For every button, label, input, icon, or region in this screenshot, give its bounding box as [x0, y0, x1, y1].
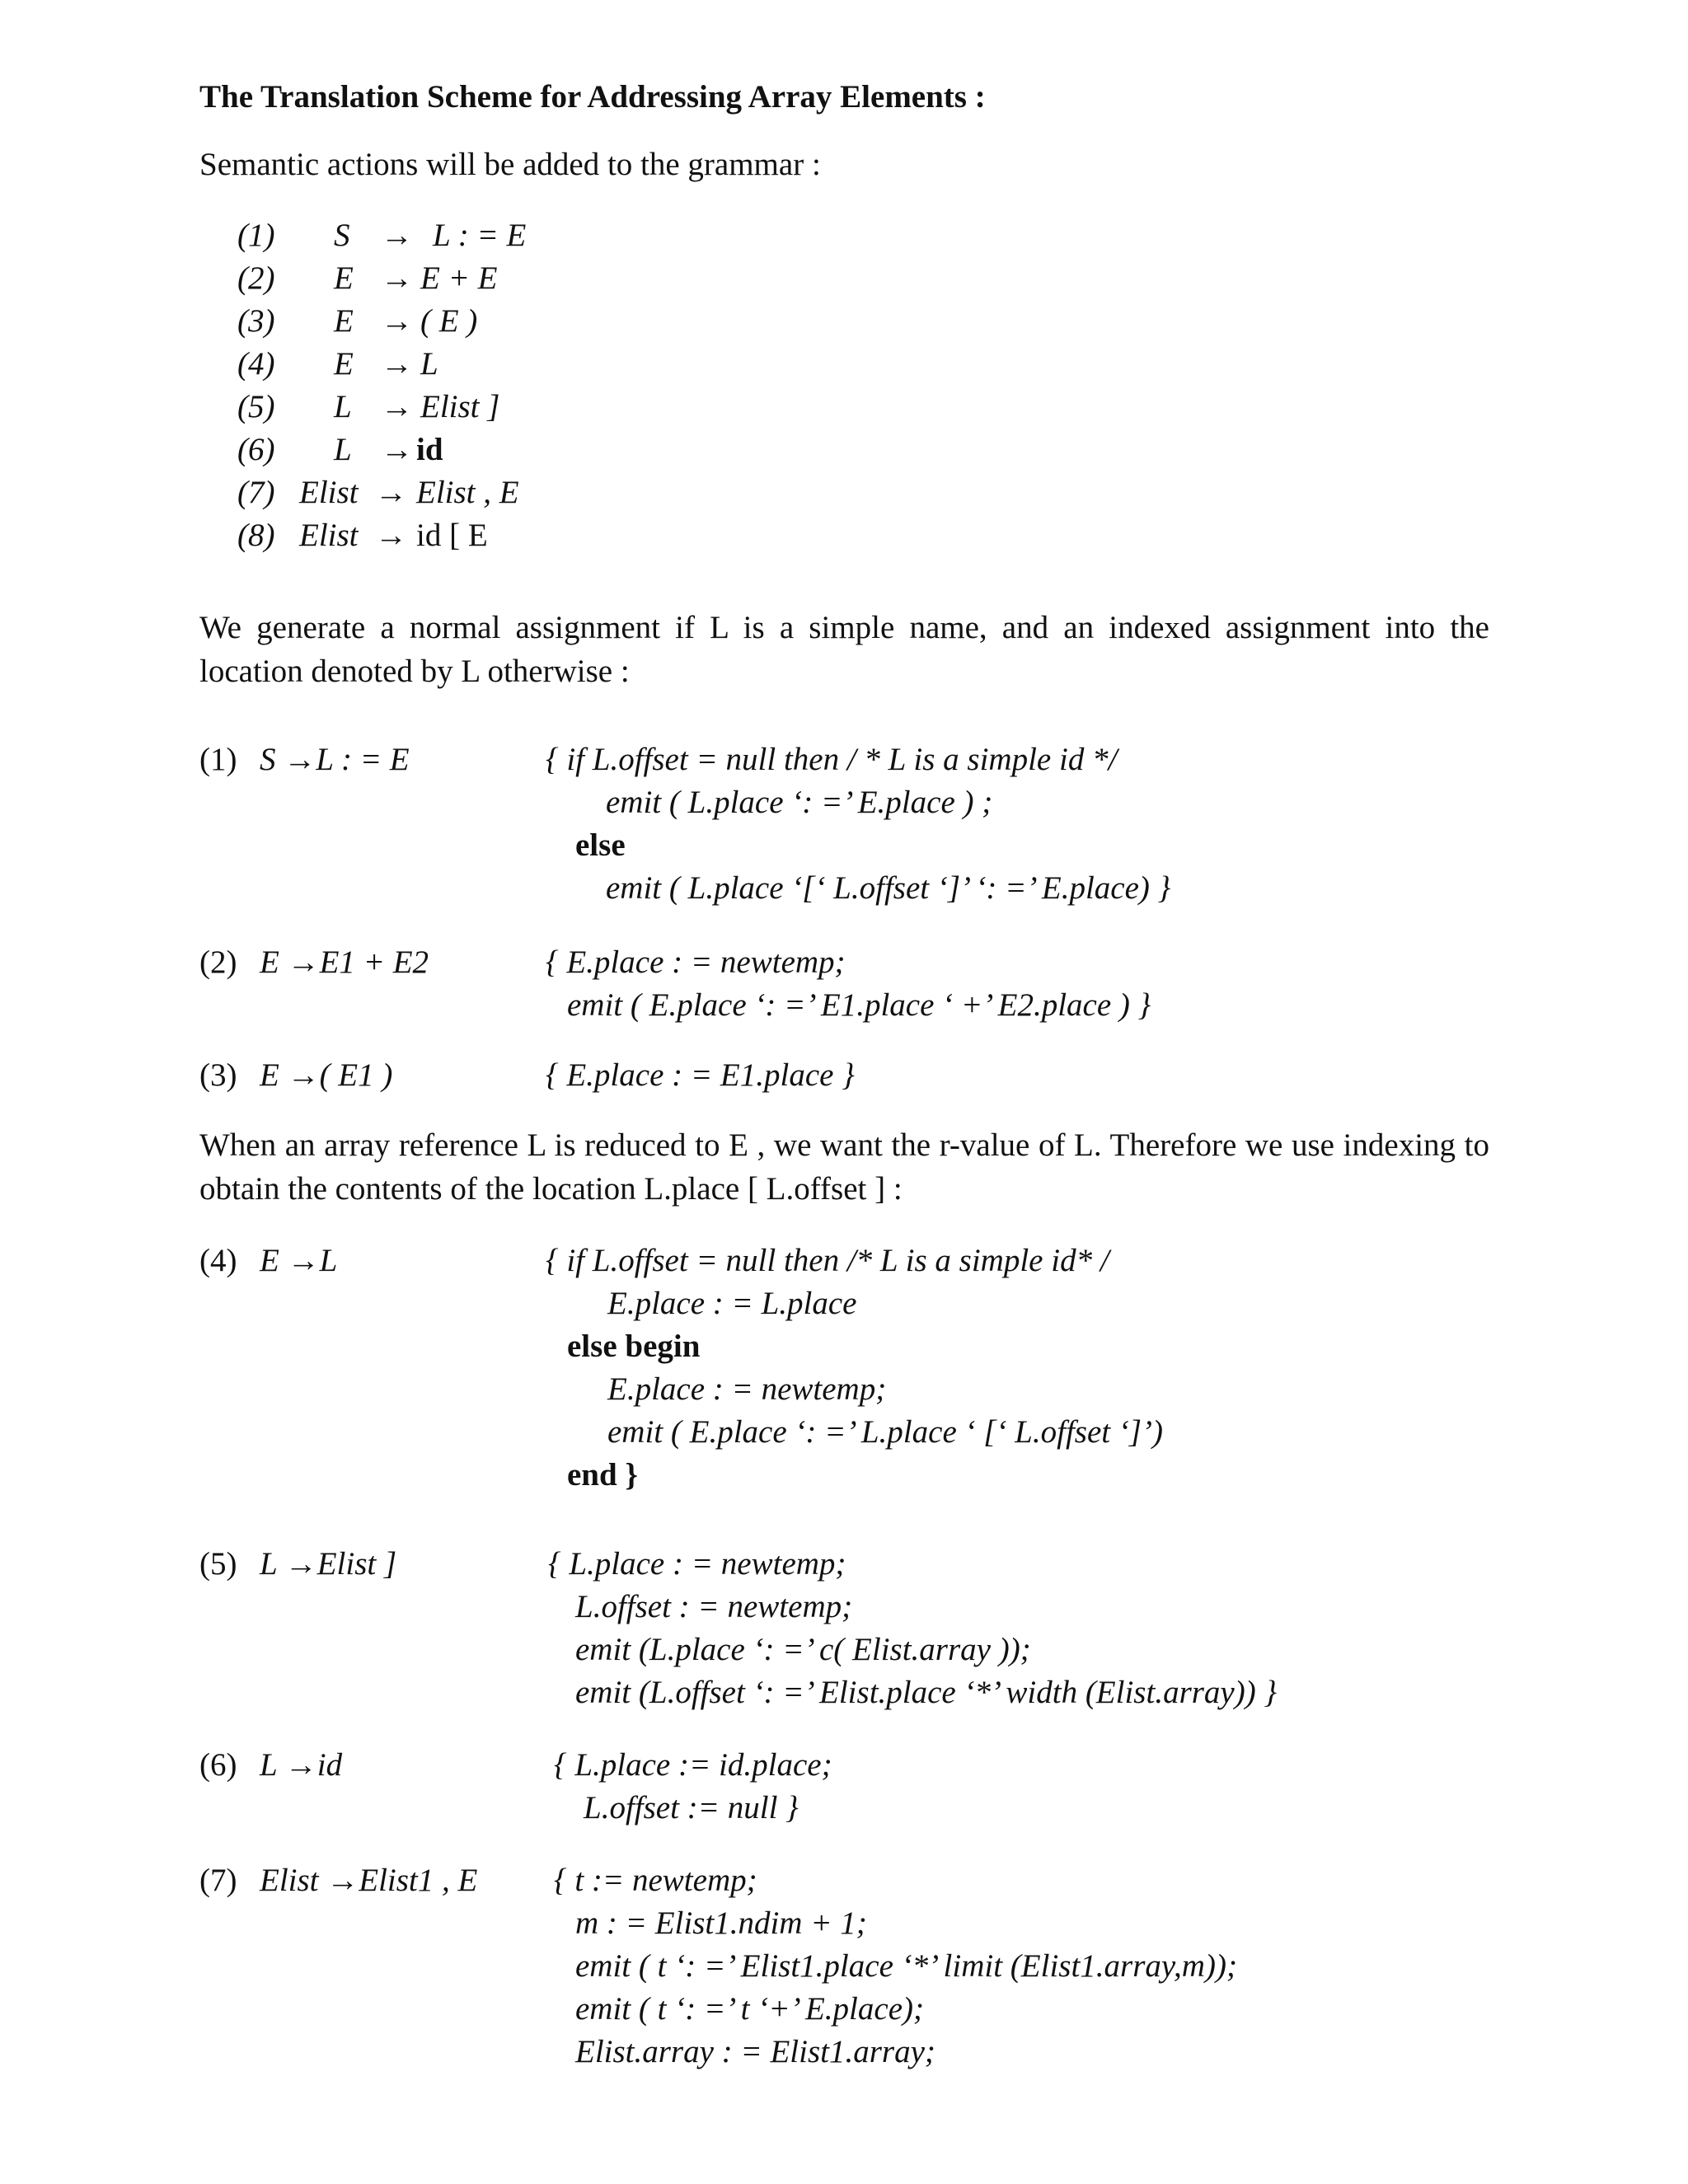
rule-5-action-line: emit (L.offset ‘: =’ Elist.place ‘*’ width (Elist.array)) }: [575, 1675, 1278, 1710]
grammar-num: (1): [237, 218, 275, 253]
rule-2-action-line: { E.place : = newtemp;: [546, 944, 846, 980]
rule-4-action-line: E.place : = L.place: [607, 1286, 857, 1321]
rule-6-action-line: L.offset := null }: [584, 1790, 799, 1825]
grammar-lhs: E: [334, 303, 354, 339]
rule-6-action-line: { L.place := id.place;: [554, 1747, 832, 1783]
arrow-icon: →: [381, 432, 413, 467]
rule-1-production: S →L : = E: [260, 742, 410, 777]
arrow-icon: →: [375, 518, 407, 553]
rule-2-production: E →E1 + E2: [260, 944, 429, 980]
grammar-rhs: ( E ): [420, 303, 478, 339]
grammar-num: (3): [237, 303, 275, 339]
grammar-rhs: E + E: [420, 260, 498, 296]
rule-5-num: (5): [199, 1546, 237, 1582]
rule-1-action-line: emit ( L.place ‘[‘ L.offset ‘]’ ‘: =’ E.place) }: [606, 870, 1171, 906]
rule-1-action-line: { if L.offset = null then / * L is a simple id */: [546, 742, 1118, 777]
grammar-num: (7): [237, 475, 275, 510]
grammar-lhs: E: [334, 260, 354, 296]
grammar-rhs: L : = E: [433, 218, 527, 253]
grammar-lhs: Elist: [299, 518, 359, 553]
intro-text: Semantic actions will be added to the grammar :: [199, 147, 821, 182]
arrow-icon: →: [381, 346, 413, 382]
grammar-rhs: id [ E: [416, 518, 488, 553]
grammar-num: (5): [237, 389, 275, 424]
rule-1-action-line: else: [575, 827, 626, 863]
paragraph-2: When an array reference L is reduced to E , we want the r-value of L. Therefore we use indexing to obtain the contents of the location L.place [ L.offset ] :: [199, 1127, 1489, 1207]
grammar-lhs: L: [334, 432, 352, 467]
rule-4-num: (4): [199, 1243, 237, 1278]
rule-5-production: L →Elist ]: [260, 1546, 397, 1582]
rule-7-action-line: Elist.array : = Elist1.array;: [575, 2034, 935, 2069]
rule-7-production: Elist →Elist1 , E: [260, 1863, 478, 1898]
rule-5-action-line: { L.place : = newtemp;: [548, 1546, 846, 1582]
rule-3-num: (3): [199, 1057, 237, 1093]
grammar-lhs: L: [334, 389, 352, 424]
arrow-icon: →: [375, 475, 407, 510]
rule-3-action-line: { E.place : = E1.place }: [546, 1057, 855, 1093]
rule-4-action-line: else begin: [567, 1329, 701, 1364]
rule-1-num: (1): [199, 742, 237, 777]
rule-3-production: E →( E1 ): [260, 1057, 393, 1093]
rule-2-action-line: emit ( E.place ‘: =’ E1.place ‘ +’ E2.place ) }: [567, 987, 1151, 1023]
grammar-num: (6): [237, 432, 275, 467]
page-title: The Translation Scheme for Addressing Array Elements :: [199, 79, 986, 115]
rule-7-num: (7): [199, 1863, 237, 1898]
rule-5-action-line: emit (L.place ‘: =’ c( Elist.array ));: [575, 1632, 1031, 1667]
arrow-icon: →: [381, 303, 413, 339]
rule-6-num: (6): [199, 1747, 237, 1783]
rule-4-action-line: end }: [567, 1457, 638, 1493]
rule-4-action-line: E.place : = newtemp;: [607, 1371, 887, 1407]
grammar-num: (4): [237, 346, 275, 382]
grammar-rhs: id: [416, 432, 443, 467]
grammar-lhs: Elist: [299, 475, 359, 510]
arrow-icon: →: [381, 218, 413, 253]
grammar-num: (2): [237, 260, 275, 296]
rule-5-action-line: L.offset : = newtemp;: [575, 1589, 853, 1624]
grammar-num: (8): [237, 518, 275, 553]
rule-7-action-line: m : = Elist1.ndim + 1;: [575, 1905, 867, 1941]
rule-4-action-line: emit ( E.place ‘: =’ L.place ‘ [‘ L.offset ‘]’): [607, 1414, 1163, 1450]
grammar-lhs: S: [334, 218, 350, 253]
grammar-rhs: Elist , E: [416, 475, 519, 510]
grammar-rhs: Elist ]: [420, 389, 500, 424]
rule-1-action-line: emit ( L.place ‘: =’ E.place ) ;: [606, 785, 993, 820]
grammar-rhs: L: [420, 346, 438, 382]
paragraph-1: We generate a normal assignment if L is a simple name, and an indexed assignment into the location denoted by L otherwise :: [199, 610, 1489, 689]
rule-6-production: L →id: [260, 1747, 343, 1783]
grammar-lhs: E: [334, 346, 354, 382]
rule-4-production: E →L: [260, 1243, 338, 1278]
rule-7-action-line: emit ( t ‘: =’ Elist1.place ‘*’ limit (Elist1.array,m));: [575, 1948, 1237, 1984]
rule-4-action-line: { if L.offset = null then /* L is a simple id* /: [546, 1243, 1109, 1278]
rule-2-num: (2): [199, 944, 237, 980]
rule-7-action-line: emit ( t ‘: =’ t ‘+’ E.place);: [575, 1991, 924, 2027]
arrow-icon: →: [381, 260, 413, 296]
rule-7-action-line: { t := newtemp;: [554, 1863, 757, 1898]
arrow-icon: →: [381, 389, 413, 424]
